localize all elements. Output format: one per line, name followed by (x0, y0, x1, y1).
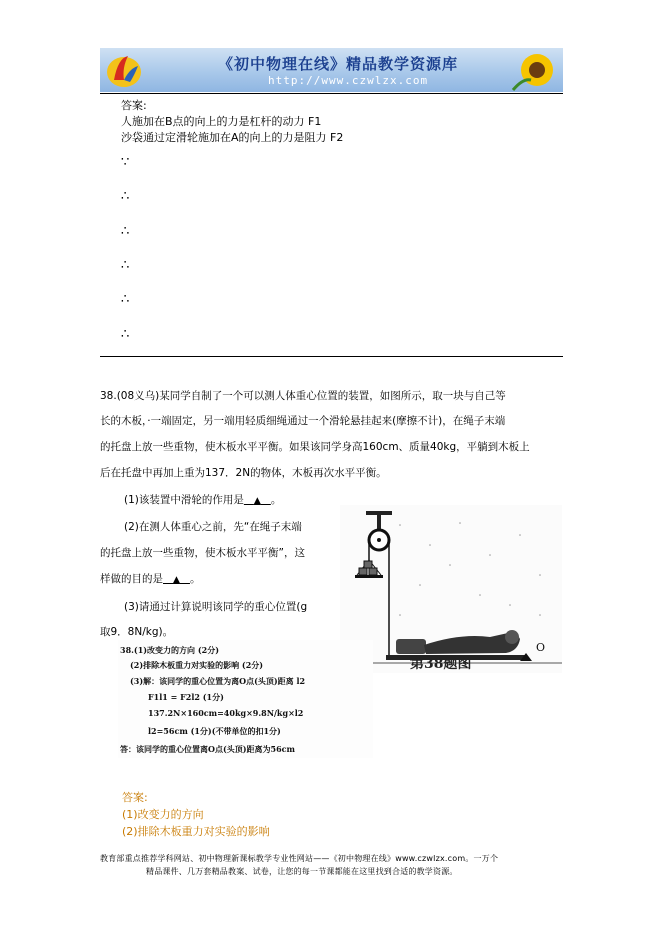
question-line: 38.(08义乌)某同学自制了一个可以测人体重心位置的装置，如图所示，取一块与自己等 (100, 390, 506, 402)
header-banner (100, 48, 563, 92)
sub-question-1 (124, 493, 281, 508)
sub-question-2-line: 的托盘上放一些重物，使木板水平平衡”，这 (100, 547, 305, 559)
solution-line: l2=56cm (1分)(不带单位的扣1分) (148, 726, 281, 736)
therefore-symbol: ∴ (121, 258, 130, 273)
answer-line: 沙袋通过定滑轮施加在A的向上的力是阻力 F2 (121, 131, 344, 144)
solution-line: (2)排除木板重力对实验的影响 (2分) (130, 660, 264, 670)
lying-person-icon (396, 630, 520, 654)
answer-label: 答案: (122, 791, 148, 804)
site-url[interactable]: http://www.czwlzx.com (268, 74, 429, 87)
footer-line: 精品课件、几万套精品教案、试卷，让您的每一节课都能在这里找到合适的教学资源。 (146, 867, 458, 876)
answer-label: 答案: (121, 99, 147, 112)
sub-question-end: 。 (270, 494, 282, 506)
solution-image (118, 640, 373, 758)
answer-line: 人施加在B点的向上的力是杠杆的动力 F1 (121, 115, 322, 128)
solution-line: (3)解：该同学的重心位置为离O点(头顶)距离 l2 (130, 676, 306, 686)
ceiling-bracket (366, 511, 392, 515)
section-rule (100, 356, 563, 357)
sub-question-2-line (100, 572, 200, 587)
solution-line: F1l1 = F2l2 (1分) (148, 692, 224, 702)
sub-question-3-line: (3)请通过计算说明该同学的重心位置(g (124, 601, 308, 613)
therefore-symbol: ∴ (121, 292, 130, 307)
question-line: 的托盘上放一些重物，使木板水平平衡。如果该同学身高160cm、质量40kg，平躺到木板上 (100, 441, 530, 453)
sub-question-3-line: 取9．8N/kg)。 (100, 626, 174, 638)
site-title: 《初中物理在线》精品教学资源库 (218, 55, 459, 73)
blank-marker: ▲ (173, 575, 180, 585)
because-symbol: ∵ (121, 155, 130, 170)
solution-line: 137.2N×160cm=40kg×9.8N/kg×l2 (148, 708, 304, 718)
footer-line: 教育部重点推荐学科网站、初中物理新课标教学专业性网站——《初中物理在线》www.czwlzx.com。一万个 (100, 854, 499, 863)
pulley-diagram (340, 505, 562, 673)
sub-question-text: (1)该装置中滑轮的作用是 (124, 494, 244, 506)
sub-question-end: 。 (189, 573, 201, 585)
figure-caption: 第38题图 (410, 656, 472, 672)
sunflower-icon (509, 50, 557, 92)
sub-question-2-line: (2)在测人体重心之前，先“在绳子末端 (124, 521, 302, 533)
answer-line: (1)改变力的方向 (122, 808, 204, 821)
answer-blank (163, 573, 190, 585)
header-rule (100, 93, 563, 94)
figure-38 (340, 505, 562, 673)
solution-line: 38.(1)改变力的方向 (2分) (120, 645, 219, 655)
question-line: 长的木板，·一端固定，另一端用轻质细绳通过一个滑轮悬挂起来(摩擦不计)，在绳子末端 (100, 415, 506, 427)
therefore-symbol: ∴ (121, 189, 130, 204)
pivot-label: O (536, 641, 546, 654)
blank-marker: ▲ (253, 496, 261, 506)
therefore-symbol: ∴ (121, 224, 130, 239)
site-logo (104, 50, 144, 90)
sub-question-text: 样做的目的是 (100, 573, 163, 585)
question-line: 后在托盘中再加上重为137．2N的物体，木板再次水平平衡。 (100, 467, 387, 479)
answer-line: (2)排除木板重力对实验的影响 (122, 825, 270, 838)
solution-line: 答：该同学的重心位置离O点(头顶)距离为56cm (120, 744, 296, 754)
therefore-symbol: ∴ (121, 327, 130, 342)
answer-blank (244, 494, 271, 506)
